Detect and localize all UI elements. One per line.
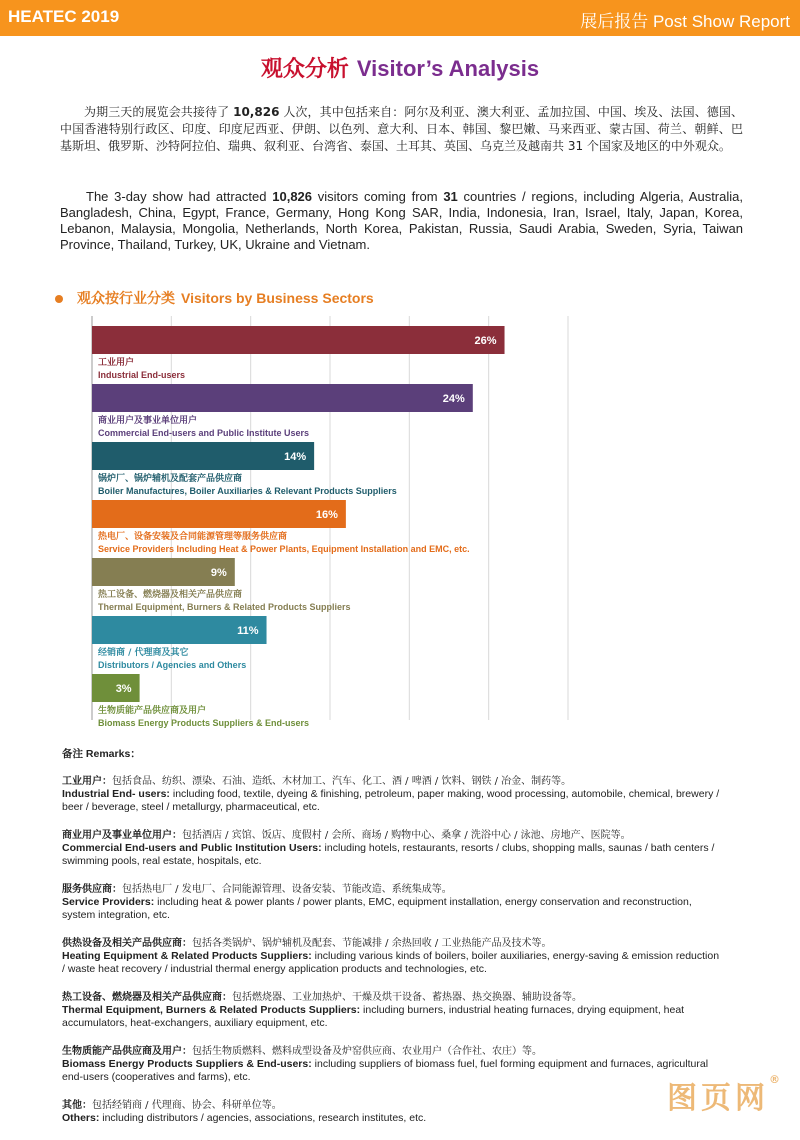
- remark-cn: [62, 991, 722, 1004]
- remark-cn-text: 包括燃烧器、工业加热炉、干燥及烘干设备、蓄热器、热交换器、辅助设备等。: [232, 992, 582, 1003]
- sector-bar-chart: [80, 310, 600, 730]
- remark-en-label: Thermal Equipment, Burners & Related Products Suppliers:: [62, 1004, 361, 1016]
- header-bar: [0, 0, 800, 36]
- page-title-cn: 观众分析: [260, 56, 349, 81]
- remark-en: [62, 842, 722, 868]
- remark-cn-label: 商业用户及事业单位用户：: [62, 830, 182, 841]
- remark-en-text: including heat & power plants / power plants, EMC, equipment installation, energy conservation and reconstruction, system integration, etc.: [62, 896, 692, 921]
- section-heading-cn: 观众按行业分类: [77, 290, 175, 306]
- remark-cn-text: 包括酒店 / 宾馆、饭店、度假村 / 会所、商场 / 购物中心、桑拿 / 洗浴中心 / 泳池、房地产、医院等。: [182, 830, 631, 841]
- category-label-cn: 工业用户: [98, 358, 135, 368]
- remark-cn-label: 供热设备及相关产品供应商：: [62, 938, 192, 949]
- remark-en: [62, 896, 722, 922]
- category-label-cn: 经销商 / 代理商及其它: [98, 648, 189, 658]
- category-label-en: Industrial End-users: [98, 370, 186, 380]
- remark-cn: [62, 829, 722, 842]
- intro-cn-count: 10,826: [233, 105, 280, 119]
- remark-cn: [62, 775, 722, 788]
- remark-en: [62, 1004, 722, 1030]
- intro-en-mid: visitors coming from: [312, 189, 444, 204]
- remark-en-text: including burners, industrial heating furnaces, drying equipment, heat accumulators, heat-exchangers, auxiliary equipment, etc.: [62, 1004, 685, 1029]
- bar: [92, 384, 473, 412]
- remark-cn-label: 生物质能产品供应商及用户：: [62, 1046, 192, 1057]
- remark-en-label: Biomass Energy Products Suppliers & End-users:: [62, 1058, 312, 1070]
- category-label-cn: 热电厂、设备安装及合同能源管理等服务供应商: [98, 532, 288, 542]
- remark-cn: [62, 1099, 722, 1112]
- category-label-en: Distributors / Agencies and Others: [98, 660, 247, 670]
- remark-en-text: including food, textile, dyeing & finishing, petroleum, paper making, wood processing, automobile, chemical, brewery / beer / beverage, steel / metallurgy, pharmaceutical, etc.: [62, 788, 720, 813]
- bar: [92, 326, 505, 354]
- remark-item: [62, 775, 722, 814]
- remark-cn-text: 包括食品、纺织、漂染、石油、造纸、木材加工、汽车、化工、酒 / 啤酒 / 饮料、钢铁 / 冶金、制药等。: [112, 776, 572, 787]
- page-title-en: Visitor’s Analysis: [356, 56, 540, 81]
- remark-en-label: Commercial End-users and Public Institution Users:: [62, 842, 322, 854]
- intro-en-countries: 31: [443, 189, 458, 204]
- intro-cn-pre: 为期三天的展览会共接待了: [84, 105, 234, 119]
- remark-en: [62, 1058, 722, 1084]
- bar: [92, 500, 346, 528]
- remark-item: [62, 937, 722, 976]
- category-label-cn: 锅炉厂、锅炉辅机及配套产品供应商: [98, 474, 243, 484]
- remark-item: [62, 991, 722, 1030]
- remark-en-text: including suppliers of biomass fuel, fuel forming equipment and furnaces, agricultural end-users (cooperatives and farms), etc.: [62, 1058, 709, 1083]
- registered-mark: ®: [769, 1073, 780, 1086]
- remark-en-text: including various kinds of boilers, boiler auxiliaries, energy-saving & emission reduction / waste heat recovery / industrial thermal energy application products and technologies, etc.: [62, 950, 720, 975]
- data-label: 26%: [474, 335, 497, 347]
- remark-cn-label: 工业用户：: [62, 776, 112, 787]
- remarks-section: [62, 748, 722, 1140]
- remark-en-label: Heating Equipment & Related Products Suppliers:: [62, 950, 312, 962]
- report-title: 展后报告 Post Show Report: [580, 12, 790, 31]
- data-label: 24%: [442, 393, 465, 405]
- bar: [92, 442, 314, 470]
- category-label-cn: 商业用户及事业单位用户: [98, 416, 198, 426]
- intro-en-post: countries / regions, including Algeria, Australia, Bangladesh, China, Egypt, France, Germany, Hong Kong SAR, India, Indonesia, Iran, Israel, Italy, Japan, Korea, Lebanon, Malaysia, Mongolia, Netherlands, North Korea, Pakistan, Russia, Saudi Arabia, Sweden, Syria, Taiwan Province, Thailand, Turkey, UK, Ukraine and Vietnam.: [60, 189, 743, 252]
- remark-item: [62, 829, 722, 868]
- remark-en-text: including hotels, restaurants, resorts / clubs, shopping malls, saunas / bath centers / swimming pools, real estate, hospitals, etc.: [62, 842, 715, 867]
- remark-en-label: Service Providers:: [62, 896, 155, 908]
- remark-en: [62, 1112, 722, 1125]
- remark-item: [62, 1045, 722, 1084]
- category-label-en: Boiler Manufactures, Boiler Auxiliaries & Relevant Products Suppliers: [98, 486, 397, 496]
- remark-cn-text: 包括经销商 / 代理商、协会、科研单位等。: [92, 1100, 282, 1111]
- remark-cn-text: 包括各类锅炉、锅炉辅机及配套、节能减排 / 余热回收 / 工业热能产品及技术等。: [192, 938, 552, 949]
- watermark-text: 图页网: [667, 1081, 769, 1116]
- data-label: 3%: [115, 683, 132, 695]
- category-label-en: Commercial End-users and Public Institute Users: [98, 428, 310, 438]
- remarks-list: [62, 775, 722, 1125]
- intro-paragraph-en: [60, 189, 743, 253]
- remark-item: [62, 883, 722, 922]
- remark-en: [62, 950, 722, 976]
- data-label: 14%: [284, 451, 307, 463]
- remark-cn-text: 包括热电厂 / 发电厂、合同能源管理、设备安装、节能改造、系统集成等。: [122, 884, 452, 895]
- section-heading-en: Visitors by Business Sectors: [181, 290, 374, 306]
- brand-title: HEATEC 2019: [8, 7, 120, 26]
- remark-cn: [62, 1045, 722, 1058]
- remark-cn-label: 服务供应商：: [62, 884, 122, 895]
- intro-cn-post: 人次，其中包括来自：阿尔及利亚、澳大利亚、孟加拉国、中国、埃及、法国、德国、中国香港特别行政区、印度、印度尼西亚、伊朗、以色列、意大利、日本、韩国、黎巴嫩、马来西亚、蒙古国、荷兰、朝鲜、巴基斯坦、俄罗斯、沙特阿拉伯、瑞典、叙利亚、台湾省、泰国、土耳其、英国、乌克兰及越南共 31 个国家及地区的中外观众。: [60, 105, 743, 153]
- remark-cn: [62, 937, 722, 950]
- remarks-heading: 备注 Remarks：: [62, 748, 141, 760]
- remark-cn-text: 包括生物质燃料、燃料成型设备及炉窑供应商、农业用户（合作社、农庄）等。: [192, 1046, 542, 1057]
- category-label-en: Biomass Energy Products Suppliers & End-users: [98, 718, 310, 728]
- section-heading: [55, 288, 374, 308]
- data-label: 11%: [237, 625, 259, 637]
- category-label-cn: 生物质能产品供应商及用户: [98, 706, 207, 716]
- page-title: [0, 52, 800, 83]
- remark-en-label: Others:: [62, 1112, 100, 1124]
- data-label: 9%: [210, 567, 227, 579]
- watermark-logo: [667, 1073, 780, 1117]
- category-label-en: Thermal Equipment, Burners & Related Products Suppliers: [98, 602, 351, 612]
- intro-en-pre: The 3-day show had attracted: [86, 189, 273, 204]
- remark-cn-label: 其他：: [62, 1100, 92, 1111]
- remark-en-text: including distributors / agencies, associations, research institutes, etc.: [99, 1112, 427, 1124]
- intro-paragraph-cn: [60, 104, 743, 155]
- data-label: 16%: [315, 509, 338, 521]
- remark-item: [62, 1099, 722, 1125]
- remark-en: [62, 788, 722, 814]
- category-label-en: Service Providers Including Heat & Power Plants, Equipment Installation and EMC, etc.: [98, 544, 470, 554]
- remark-cn: [62, 883, 722, 896]
- category-label-cn: 热工设备、燃烧器及相关产品供应商: [98, 590, 243, 600]
- intro-en-count: 10,826: [272, 189, 313, 204]
- remark-cn-label: 热工设备、燃烧器及相关产品供应商：: [62, 992, 232, 1003]
- remark-en-label: Industrial End- users:: [62, 788, 170, 800]
- bullet-icon: [55, 295, 63, 303]
